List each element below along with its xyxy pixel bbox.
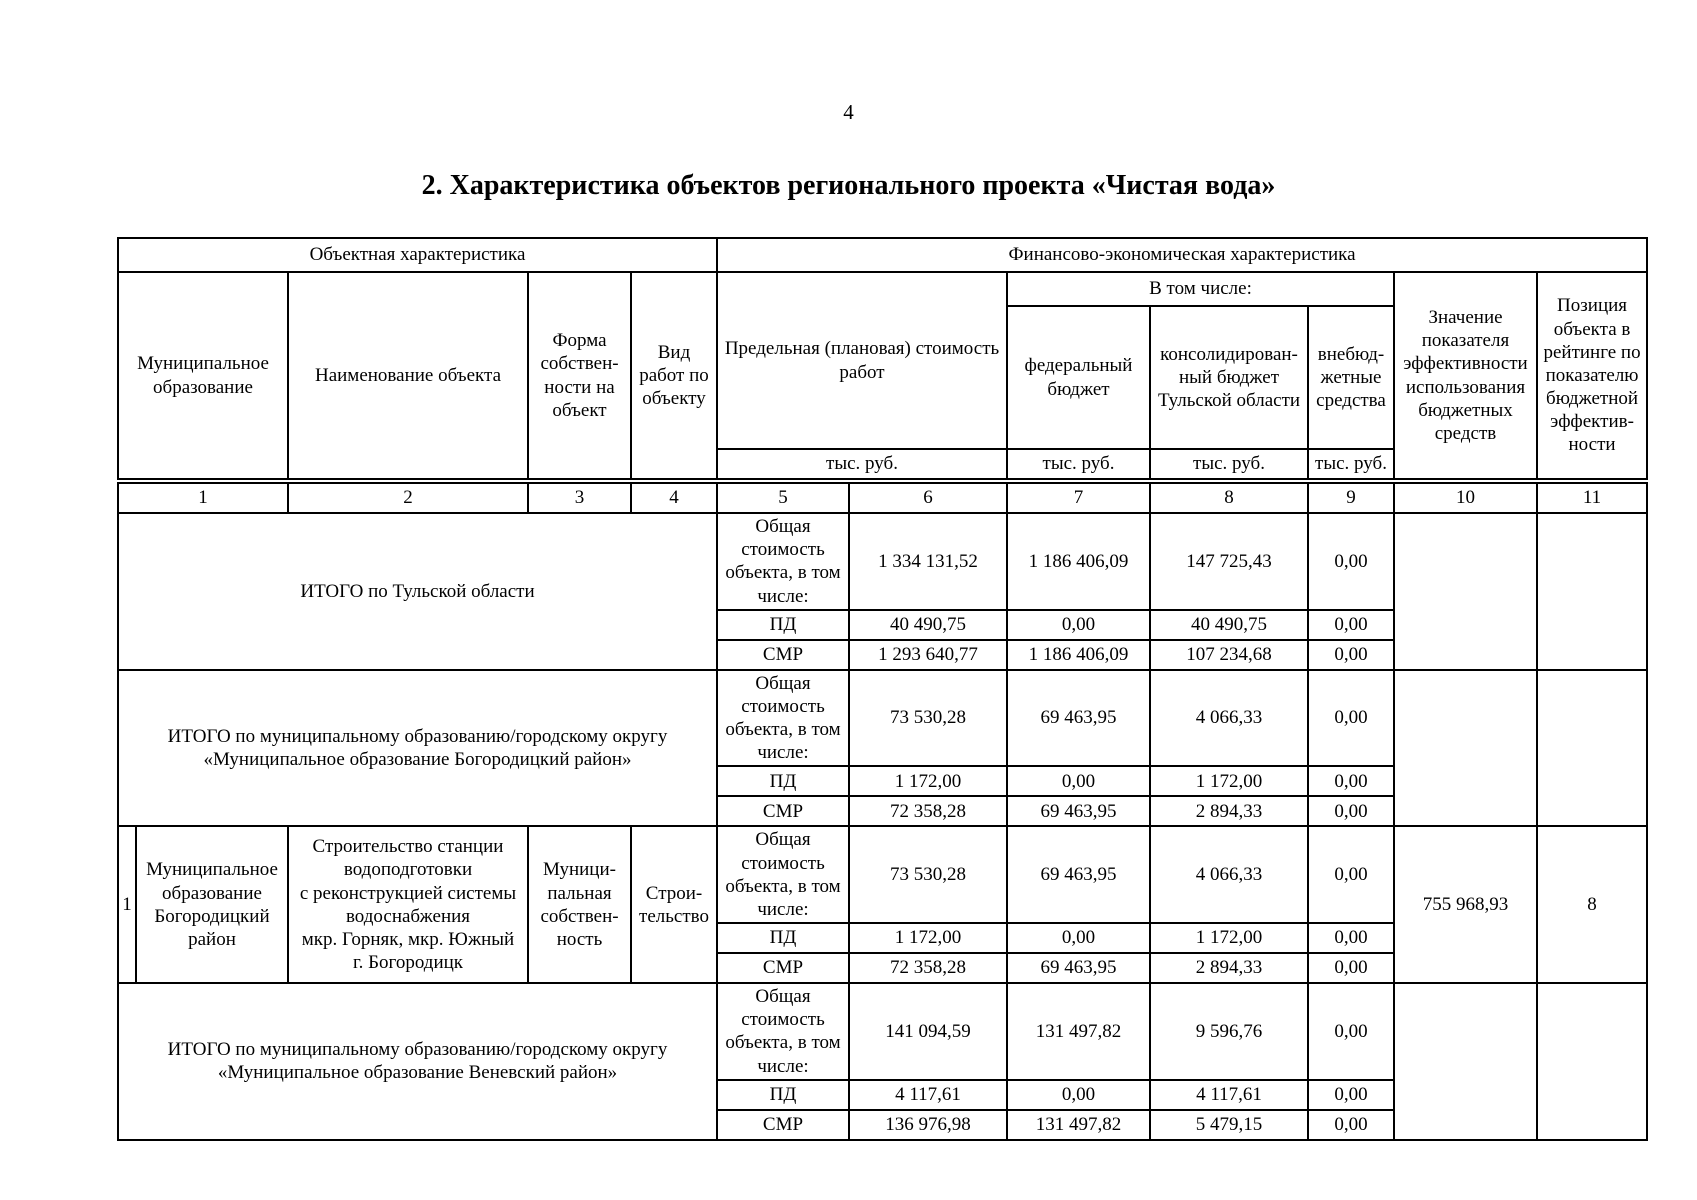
row-label-total: Общая стоимость объекта, в том числе: xyxy=(717,826,849,923)
row-label-smr: СМР xyxy=(717,640,849,670)
cell-cons: 107 234,68 xyxy=(1150,640,1308,670)
row-label-pd: ПД xyxy=(717,766,849,796)
header-object-char: Объектная характеристика xyxy=(118,238,717,272)
block-title: ИТОГО по муниципальному образованию/городскому округу «Муниципальное образование Веневский район» xyxy=(118,983,717,1140)
row-label-total: Общая стоимость объекта, в том числе: xyxy=(717,983,849,1080)
block-title: ИТОГО по Тульской области xyxy=(118,513,717,670)
cell-fed: 69 463,95 xyxy=(1007,796,1150,826)
cell-rating: 8 xyxy=(1537,826,1647,983)
header-fed-budget: федеральный бюджет xyxy=(1007,306,1150,449)
cell-cons: 40 490,75 xyxy=(1150,610,1308,640)
cell-cons: 2 894,33 xyxy=(1150,796,1308,826)
header-limit-cost: Предельная (плановая) стоимость работ xyxy=(717,272,1007,449)
cell-extra: 0,00 xyxy=(1308,610,1394,640)
cell-rating xyxy=(1537,983,1647,1140)
cell-fed: 69 463,95 xyxy=(1007,953,1150,983)
cell-extra: 0,00 xyxy=(1308,766,1394,796)
cell-cons: 4 117,61 xyxy=(1150,1080,1308,1110)
cell-cost: 72 358,28 xyxy=(849,953,1007,983)
cell-object-name: Строительство станции водоподготовки с реконструкцией системы водоснабжения мкр. Горняк, мкр. Южный г. Богородицк xyxy=(288,826,528,983)
cell-cost: 40 490,75 xyxy=(849,610,1007,640)
header-extra-budget: внебюд-жетные средства xyxy=(1308,306,1394,449)
row-label-total: Общая стоимость объекта, в том числе: xyxy=(717,670,849,767)
col-number: 9 xyxy=(1308,483,1394,513)
cell-cost: 1 334 131,52 xyxy=(849,513,1007,610)
col-number: 11 xyxy=(1537,483,1647,513)
page-number: 4 xyxy=(843,100,854,124)
col-number: 2 xyxy=(288,483,528,513)
cell-cost: 141 094,59 xyxy=(849,983,1007,1080)
cell-cons: 4 066,33 xyxy=(1150,826,1308,923)
col-number: 10 xyxy=(1394,483,1537,513)
cell-rating xyxy=(1537,513,1647,670)
cell-form: Муници-пальная собствен-ность xyxy=(528,826,631,983)
unit-cost: тыс. руб. xyxy=(717,449,1007,479)
cell-extra: 0,00 xyxy=(1308,826,1394,923)
header-cons-budget: консолидирован-ный бюджет Тульской области xyxy=(1150,306,1308,449)
cell-cons: 1 172,00 xyxy=(1150,766,1308,796)
cell-extra: 0,00 xyxy=(1308,953,1394,983)
header-incl: В том числе: xyxy=(1007,272,1394,306)
cell-cons: 9 596,76 xyxy=(1150,983,1308,1080)
col-number: 3 xyxy=(528,483,631,513)
cell-eff xyxy=(1394,983,1537,1140)
header-name-obj: Наименование объекта xyxy=(288,272,528,479)
cell-rating xyxy=(1537,670,1647,827)
cell-fed: 1 186 406,09 xyxy=(1007,513,1150,610)
cell-cost: 4 117,61 xyxy=(849,1080,1007,1110)
cell-extra: 0,00 xyxy=(1308,983,1394,1080)
row-label-smr: СМР xyxy=(717,953,849,983)
cell-cons: 2 894,33 xyxy=(1150,953,1308,983)
cell-extra: 0,00 xyxy=(1308,640,1394,670)
col-number: 8 xyxy=(1150,483,1308,513)
row-label-pd: ПД xyxy=(717,923,849,953)
row-label-pd: ПД xyxy=(717,1080,849,1110)
page-title: 2. Характеристика объектов регионального проекта «Чистая вода» xyxy=(421,170,1276,201)
cell-cons: 1 172,00 xyxy=(1150,923,1308,953)
header-eff-value: Значение показателя эффективности использования бюджетных средств xyxy=(1394,272,1537,479)
cell-fed: 0,00 xyxy=(1007,766,1150,796)
col-number: 7 xyxy=(1007,483,1150,513)
header-fin-char: Финансово-экономическая характеристика xyxy=(717,238,1647,272)
col-number: 5 xyxy=(717,483,849,513)
col-number: 4 xyxy=(631,483,717,513)
col-number: 6 xyxy=(849,483,1007,513)
cell-eff xyxy=(1394,670,1537,827)
cell-fed: 0,00 xyxy=(1007,923,1150,953)
cell-fed: 69 463,95 xyxy=(1007,826,1150,923)
cell-cons: 5 479,15 xyxy=(1150,1110,1308,1140)
objects-table xyxy=(117,237,1648,1141)
cell-work: Строи-тельство xyxy=(631,826,717,983)
cell-fed: 131 497,82 xyxy=(1007,1110,1150,1140)
col-number: 1 xyxy=(118,483,288,513)
cell-extra: 0,00 xyxy=(1308,513,1394,610)
row-label-smr: СМР xyxy=(717,1110,849,1140)
cell-extra: 0,00 xyxy=(1308,670,1394,767)
row-label-smr: СМР xyxy=(717,796,849,826)
cell-fed: 69 463,95 xyxy=(1007,670,1150,767)
header-work-type: Вид работ по объекту xyxy=(631,272,717,479)
header-mun-obr: Муниципальное образование xyxy=(118,272,288,479)
row-label-total: Общая стоимость объекта, в том числе: xyxy=(717,513,849,610)
cell-cost: 73 530,28 xyxy=(849,826,1007,923)
cell-eff xyxy=(1394,513,1537,670)
row-index: 1 xyxy=(118,826,136,983)
cell-fed: 131 497,82 xyxy=(1007,983,1150,1080)
header-rating-pos: Позиция объекта в рейтинге по показателю бюджетной эффектив-ности xyxy=(1537,272,1647,479)
unit-extra: тыс. руб. xyxy=(1308,449,1394,479)
block-title: ИТОГО по муниципальному образованию/городскому округу «Муниципальное образование Богородицкий район» xyxy=(118,670,717,827)
cell-cons: 4 066,33 xyxy=(1150,670,1308,767)
cell-extra: 0,00 xyxy=(1308,1110,1394,1140)
cell-cost: 1 172,00 xyxy=(849,923,1007,953)
cell-cost: 1 293 640,77 xyxy=(849,640,1007,670)
cell-extra: 0,00 xyxy=(1308,1080,1394,1110)
row-label-pd: ПД xyxy=(717,610,849,640)
unit-cons: тыс. руб. xyxy=(1150,449,1308,479)
cell-extra: 0,00 xyxy=(1308,923,1394,953)
cell-cost: 73 530,28 xyxy=(849,670,1007,767)
cell-cons: 147 725,43 xyxy=(1150,513,1308,610)
cell-mun: Муниципальное образование Богородицкий район xyxy=(136,826,288,983)
cell-extra: 0,00 xyxy=(1308,796,1394,826)
unit-fed: тыс. руб. xyxy=(1007,449,1150,479)
cell-fed: 0,00 xyxy=(1007,610,1150,640)
cell-cost: 72 358,28 xyxy=(849,796,1007,826)
cell-fed: 0,00 xyxy=(1007,1080,1150,1110)
header-form-own: Форма собствен-ности на объект xyxy=(528,272,631,479)
cell-cost: 1 172,00 xyxy=(849,766,1007,796)
cell-cost: 136 976,98 xyxy=(849,1110,1007,1140)
cell-eff: 755 968,93 xyxy=(1394,826,1537,983)
cell-fed: 1 186 406,09 xyxy=(1007,640,1150,670)
